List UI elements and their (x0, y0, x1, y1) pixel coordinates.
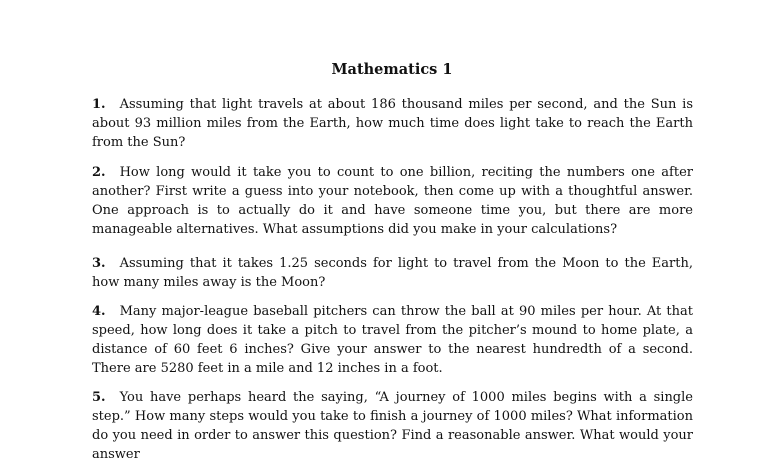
problem-number: 3. (92, 256, 106, 271)
problem-2 (92, 163, 693, 239)
problem-number: 1. (92, 97, 106, 112)
problem-4 (92, 302, 693, 378)
problem-5 (92, 388, 693, 464)
problem-number: 2. (92, 165, 106, 180)
problem-3 (92, 254, 693, 292)
problem-text: Many major-league baseball pitchers can throw the ball at 90 miles per hour. At that speed, how long does it take a pitch to travel from the pitcher’s mound to home plate, a distance of 60 feet 6 inches? Give your answer to the nearest hundredth of a second. There are 5280 feet in a mile and 12 inches in a foot. (92, 304, 693, 376)
problem-number: 5. (92, 390, 106, 405)
problem-1 (92, 95, 693, 152)
page-title: Mathematics 1 (331, 61, 453, 78)
problem-text: You have perhaps heard the saying, “A journey of 1000 miles begins with a single step.” How many steps would you take to finish a journey of 1000 miles? What information do you need in order to answer this question? Find a reasonable answer. What would your answer (92, 390, 693, 462)
problem-text: How long would it take you to count to one billion, reciting the numbers one after another? First write a guess into your notebook, then come up with a thoughtful answer. One approach is to actually do it and have someone time you, but there are more manageable alternatives. What assumptions did you make in your calculations? (92, 165, 693, 237)
problem-text: Assuming that light travels at about 186 thousand miles per second, and the Sun is about 93 million miles from the Earth, how much time does light take to reach the Earth from the Sun? (92, 97, 693, 150)
problem-number: 4. (92, 304, 106, 319)
problem-text: Assuming that it takes 1.25 seconds for light to travel from the Moon to the Earth, how many miles away is the Moon? (92, 256, 693, 290)
